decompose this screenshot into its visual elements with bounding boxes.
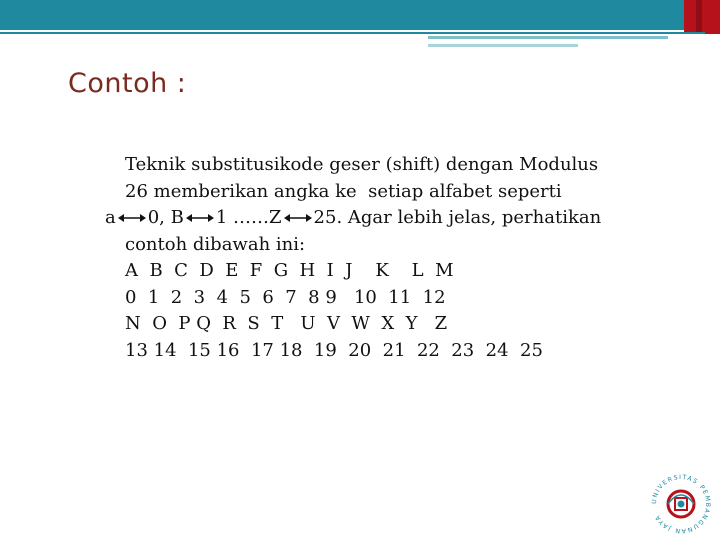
body-line-3-part-3: 25. Agar lebih jelas, perhatikan	[313, 207, 602, 228]
double-arrow-icon	[284, 212, 312, 224]
number-row-1-text: 0 1 2 3 4 5 6 7 8 9 10 11 12	[125, 286, 446, 308]
number-row-2-text: 13 14 15 16 17 18 19 20 21 22 23 24 25	[125, 339, 543, 361]
header-rule	[0, 32, 705, 34]
header-band	[0, 0, 720, 30]
header-accent-stripe	[696, 0, 702, 34]
header-rule-lighter	[428, 44, 578, 47]
alphabet-row-1-text: A B C D E F G H I J K L M	[125, 260, 454, 281]
body-line-1	[105, 152, 601, 179]
alphabet-row-2-text: N O P Q R S T U V W X Y Z	[125, 313, 448, 334]
body-line-2-text: 26 memberikan angka ke setiap alfabet seperti	[125, 180, 562, 202]
letter-a: a	[105, 207, 116, 228]
body-line-4	[105, 232, 601, 259]
alphabet-row-1	[105, 258, 601, 285]
alphabet-row-2	[105, 311, 601, 338]
header-accent-red	[684, 0, 720, 34]
logo-text: UNIVERSITAS PEMBANGUNAN JAYA	[650, 473, 712, 535]
slide-title: Contoh :	[68, 68, 187, 99]
body-line-4-text: contoh dibawah ini:	[125, 233, 306, 255]
body-line-1-text: Teknik substitusikode geser (shift) dengan Modulus	[125, 154, 599, 175]
body-line-3	[105, 205, 601, 232]
double-arrow-icon	[186, 212, 214, 224]
university-logo	[642, 464, 720, 540]
body-line-2	[105, 179, 601, 206]
number-row-2	[105, 338, 601, 365]
body-line-3-part-2: 1 ……Z	[215, 207, 282, 228]
header-rule-light	[428, 36, 668, 39]
slide-body	[105, 152, 601, 364]
body-line-3-part-1: 0, B	[147, 207, 184, 228]
number-row-1	[105, 285, 601, 312]
double-arrow-icon	[118, 212, 146, 224]
